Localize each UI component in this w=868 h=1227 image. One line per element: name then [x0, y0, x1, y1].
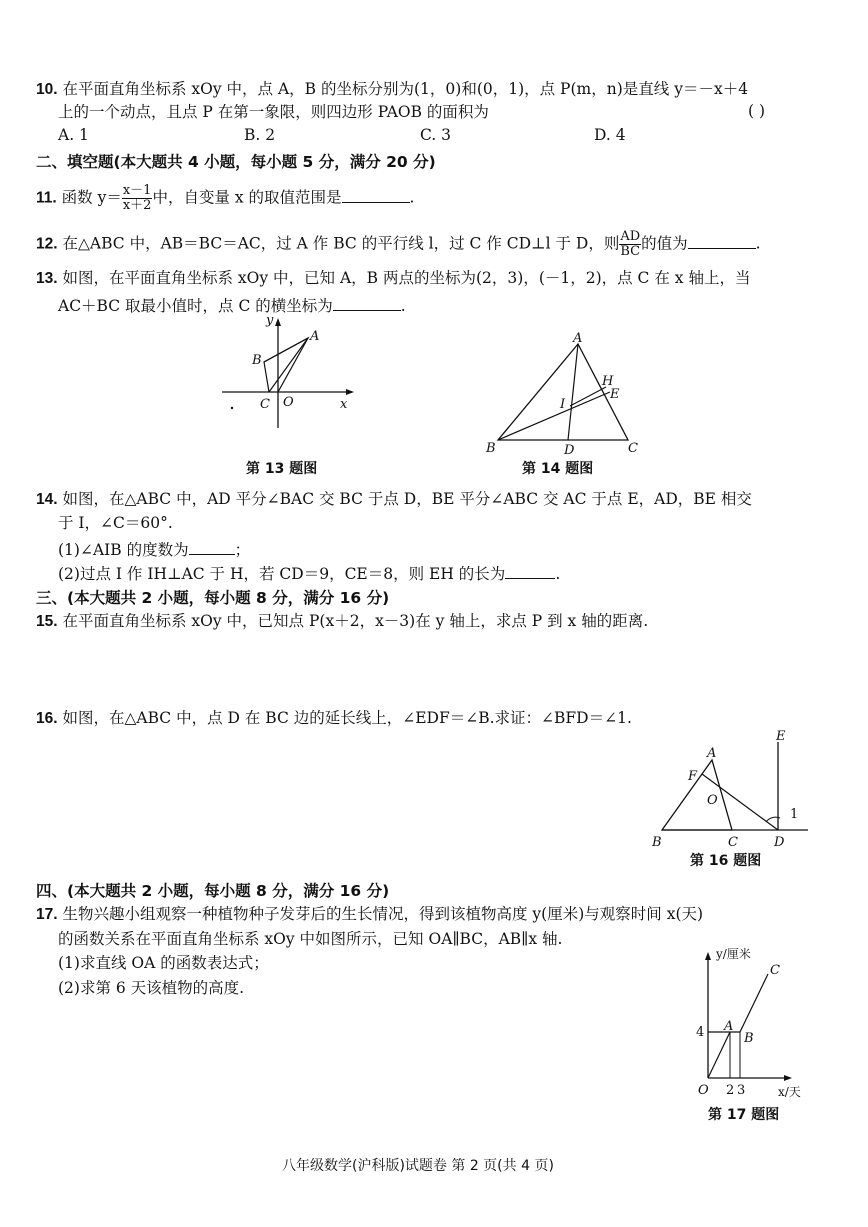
q14-sub1-blank[interactable]	[189, 538, 235, 555]
q11-end: .	[409, 188, 415, 207]
fig16-label-f: F	[688, 769, 698, 784]
q10-option-a: A. 1	[58, 126, 89, 144]
fig14-label-h: H	[602, 374, 614, 389]
q17-sub1: (1)求直线 OA 的函数表达式；	[58, 954, 269, 972]
q12-fraction-denominator: BC	[620, 244, 641, 259]
fig17-label-3: 3	[737, 1083, 746, 1098]
q14-sub2-blank[interactable]	[505, 562, 555, 579]
q10-option-c: C. 3	[420, 126, 452, 144]
q10-option-d: D. 4	[594, 126, 626, 144]
fig14-label-b: B	[486, 441, 496, 456]
fig17-x-arrow	[784, 1075, 792, 1081]
q14-sub1-text: (1)∠AIB 的度数为	[58, 541, 189, 559]
figure-17	[690, 944, 814, 1102]
figure-13	[212, 312, 358, 432]
fig16-label-a: A	[707, 746, 717, 761]
fig14-label-i: I	[560, 397, 566, 412]
fig14-segment-ad	[568, 344, 578, 440]
fig13-x-arrow	[346, 389, 354, 395]
q12-answer-blank[interactable]	[688, 232, 756, 249]
fig14-segment-be	[498, 392, 610, 440]
q10-option-b: B. 2	[244, 126, 276, 144]
figure-16	[648, 728, 814, 848]
q12-number: 12.	[36, 235, 58, 253]
fig17-label-y: y/厘米	[716, 947, 751, 961]
q14-line1	[36, 489, 752, 510]
section-4-heading: 四、(本大题共 2 小题，每小题 8 分，满分 16 分)	[36, 882, 390, 900]
fig13-label-c: C	[260, 397, 270, 412]
fig14-caption: 第 14 题图	[522, 461, 594, 477]
fig16-label-d: D	[774, 835, 785, 848]
q12-line	[36, 230, 761, 259]
fig13-caption: 第 13 题图	[246, 461, 318, 477]
fig14-label-d: D	[564, 443, 575, 458]
fig17-label-c: C	[770, 963, 780, 978]
q14-sub2-text: (2)过点 I 作 IH⊥AC 于 H，若 CD＝9，CE＝8，则 EH 的长为	[58, 565, 506, 583]
q13-line1	[36, 268, 750, 289]
fig16-caption: 第 16 题图	[690, 853, 762, 869]
q12-text-post: 的值为	[641, 234, 688, 253]
fig16-label-c: C	[728, 835, 738, 848]
q15-line	[36, 611, 648, 632]
fig16-label-e: E	[776, 729, 786, 744]
q15-text: 在平面直角坐标系 xOy 中，已知点 P(x＋2，x－3)在 y 轴上，求点 P 到 x 轴的距离.	[62, 612, 649, 630]
q10-line1	[36, 79, 748, 100]
q10-answer-paren: ( )	[748, 102, 766, 120]
q11-fraction	[122, 184, 153, 213]
q14-text-line2: 于 I，∠C＝60°.	[58, 514, 173, 532]
fig17-segment-bc	[740, 974, 768, 1032]
q14-sub1-end: ；	[234, 541, 251, 559]
q14-sub2-end: .	[555, 565, 561, 583]
q17-line1	[36, 904, 703, 925]
q14-sub2	[58, 562, 560, 584]
q11-text-post: 中，自变量 x 的取值范围是	[152, 188, 342, 207]
page-footer: 八年级数学(沪科版)试题卷 第 2 页(共 4 页)	[282, 1158, 554, 1174]
fig16-label-1: 1	[790, 807, 799, 822]
q12-fraction-numerator: AD	[620, 229, 641, 244]
fig13-label-a: A	[310, 329, 320, 344]
fig17-label-a: A	[724, 1019, 734, 1034]
q12-text-pre: 在△ABC 中，AB＝BC＝AC，过 A 作 BC 的平行线 l，过 C 作 CD⊥l 于 D，则	[62, 234, 620, 253]
q13-text-line1: 如图，在平面直角坐标系 xOy 中，已知 A，B 两点的坐标为(2，3)，(－1，2)，点 C 在 x 轴上，当	[62, 269, 751, 287]
figure-14	[478, 330, 648, 460]
fig13-path-bca	[264, 338, 308, 392]
fig16-label-b: B	[652, 835, 662, 848]
q11-fraction-denominator: x＋2	[122, 198, 152, 213]
fig17-segment-oa	[708, 1032, 730, 1078]
q16-line	[36, 708, 632, 729]
q16-number: 16.	[36, 710, 58, 727]
fig13-label-x: x	[340, 397, 348, 412]
q17-sub2: (2)求第 6 天该植物的高度.	[58, 979, 245, 997]
q11-fraction-numerator: x－1	[122, 183, 152, 198]
fig13-label-o: O	[283, 395, 294, 410]
fig14-label-a: A	[573, 331, 583, 346]
q12-end: .	[755, 234, 761, 253]
q10-text-line2: 上的一个动点，且点 P 在第一象限，则四边形 PAOB 的面积为	[58, 103, 489, 121]
q10-text-line1: 在平面直角坐标系 xOy 中，点 A，B 的坐标分别为(1，0)和(0，1)，点 P(m，n)是直线 y＝－x＋4	[62, 80, 749, 98]
q14-text-line1: 如图，在△ABC 中，AD 平分∠BAC 交 BC 于点 D，BE 平分∠ABC 交 AC 于点 E，AD，BE 相交	[62, 490, 752, 508]
fig14-label-c: C	[628, 441, 638, 456]
q11-answer-blank[interactable]	[342, 186, 410, 203]
q13-answer-blank[interactable]	[333, 294, 401, 311]
q10-number: 10.	[36, 81, 58, 98]
section-3-heading: 三、(本大题共 2 小题，每小题 8 分，满分 16 分)	[36, 589, 390, 607]
q13-text-line2: AC＋BC 取最小值时，点 C 的横坐标为	[58, 297, 333, 315]
fig17-label-4: 4	[696, 1025, 705, 1040]
fig17-label-o: O	[698, 1083, 709, 1098]
fig13-label-b: B	[252, 353, 262, 368]
q17-text-line1: 生物兴趣小组观察一种植物种子发芽后的生长情况，得到该植物高度 y(厘米)与观察时间 x(天)	[62, 905, 704, 923]
fig17-label-2: 2	[726, 1083, 735, 1098]
q13-number: 13.	[36, 270, 58, 287]
q15-number: 15.	[36, 613, 58, 630]
section-2-heading: 二、填空题(本大题共 4 小题，每小题 5 分，满分 20 分)	[36, 153, 436, 171]
fig13-y-arrow	[275, 318, 281, 326]
fig17-label-x: x/天	[778, 1085, 801, 1099]
q11-text-pre: 函数 y＝	[61, 188, 122, 207]
q13-end: .	[400, 297, 406, 315]
q17-text-line2: 的函数关系在平面直角坐标系 xOy 中如图所示，已知 OA∥BC，AB∥x 轴.	[58, 930, 563, 948]
fig14-label-e: E	[610, 387, 620, 402]
q14-sub1	[58, 538, 250, 560]
q11-number: 11.	[36, 189, 57, 207]
fig13-segment-ca	[269, 338, 308, 392]
q11-line	[36, 184, 414, 213]
q17-number: 17.	[36, 906, 58, 923]
fig17-y-arrow	[705, 952, 711, 960]
fig17-label-b: B	[744, 1031, 754, 1046]
q14-number: 14.	[36, 491, 58, 508]
q16-text: 如图，在△ABC 中，点 D 在 BC 边的延长线上，∠EDF＝∠B.求证：∠BFD＝∠1.	[62, 709, 632, 727]
fig13-label-y: y	[266, 313, 274, 328]
q12-fraction	[619, 230, 641, 259]
fig17-caption: 第 17 题图	[708, 1107, 780, 1123]
fig13-dot	[231, 407, 233, 409]
fig16-label-o: O	[707, 793, 718, 808]
